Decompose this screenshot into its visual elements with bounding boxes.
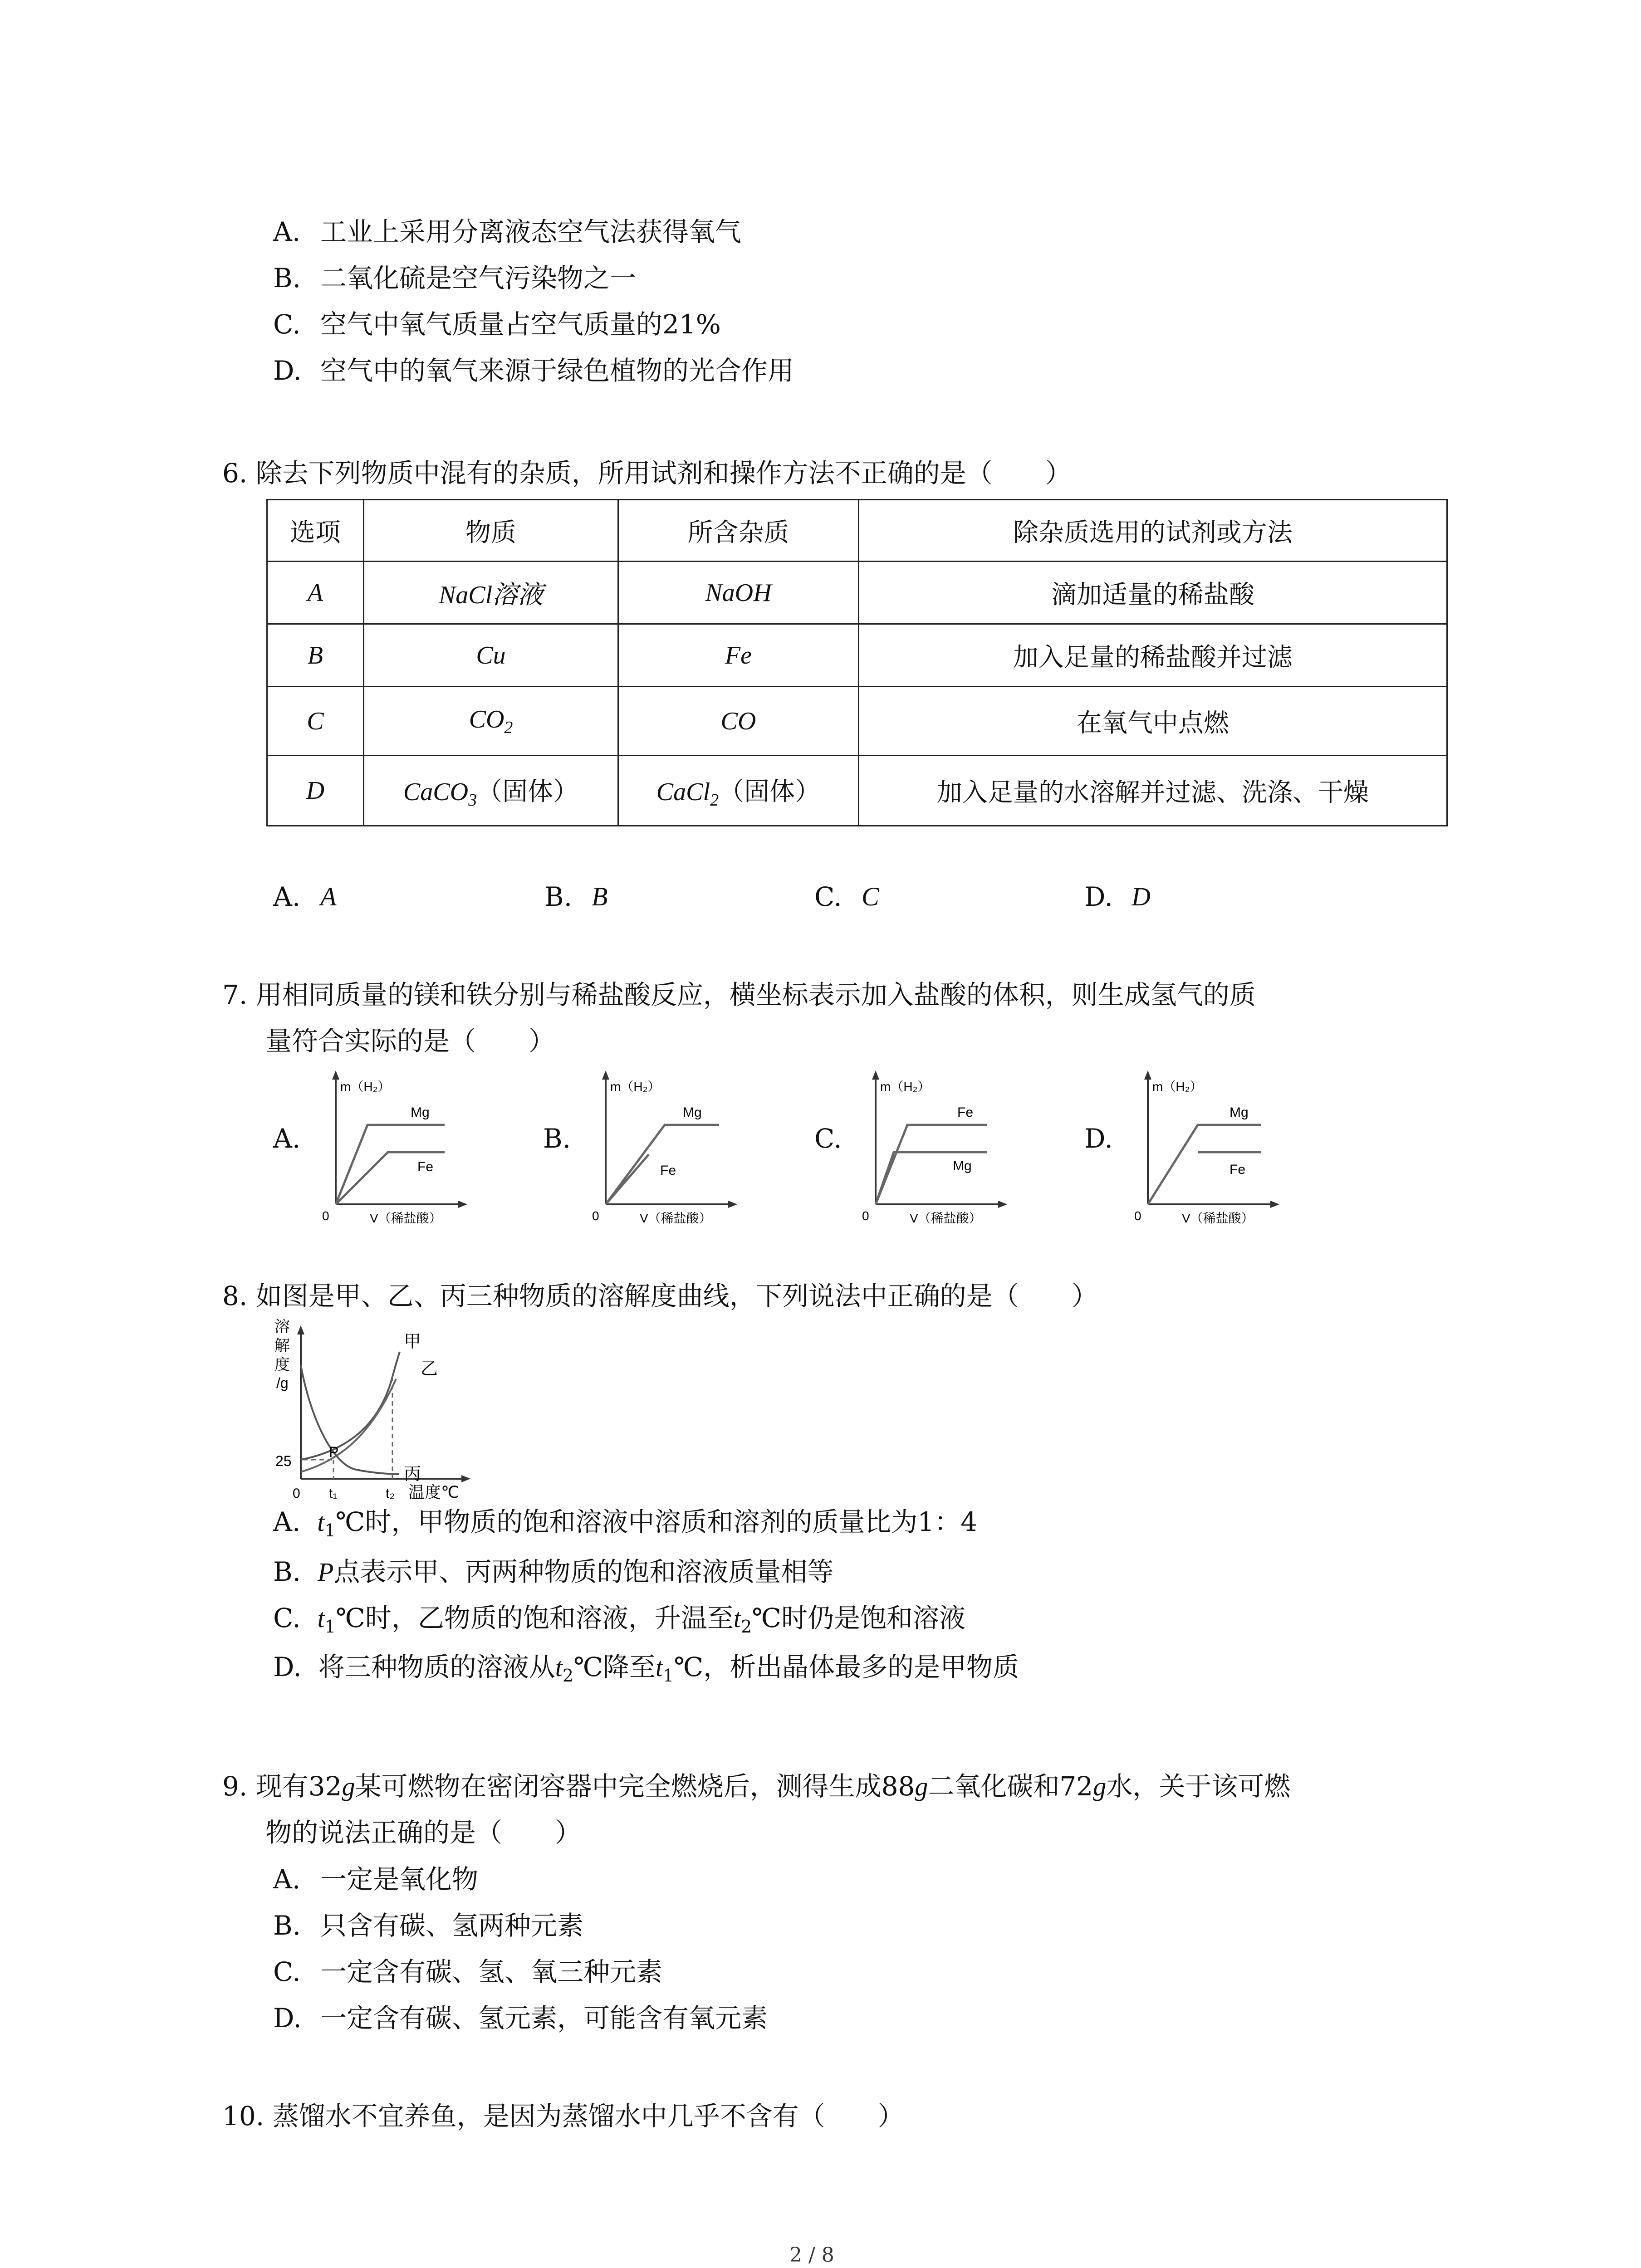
q8-option-d-t1: t <box>655 1652 663 1682</box>
q6-row-c-substance <box>363 687 618 756</box>
q9-stem-line1 <box>222 1770 1290 1803</box>
q6-table-row <box>267 756 1447 826</box>
q6-row-d-substance-main: CaCO <box>403 777 469 806</box>
q7-c-origin: 0 <box>862 1209 869 1223</box>
q5-option-b-letter: B. <box>273 263 301 293</box>
q7-b-fe-label: Fe <box>660 1163 676 1178</box>
q6-row-a-method: 滴加适量的稀盐酸 <box>858 562 1447 624</box>
q6-row-c-impurity: CO <box>618 687 858 756</box>
q7-b-ylabel: m（H₂） <box>610 1080 661 1094</box>
q6-row-d-impurity-tail: （固体） <box>719 777 821 807</box>
q7-a-ylabel: m（H₂） <box>340 1080 391 1094</box>
q6-answer-c-value: C <box>862 882 879 911</box>
q6-row-d-impurity-sub: 2 <box>710 790 719 810</box>
q9-option-c-letter: C. <box>273 1956 301 1987</box>
q8-t1: t₁ <box>329 1486 338 1501</box>
q8-option-c-letter: C. <box>273 1603 301 1633</box>
q8-y-tick: 25 <box>275 1453 292 1469</box>
q9-option-d-letter: D. <box>273 2003 302 2033</box>
q8-option-c-sub2: 2 <box>740 1617 752 1637</box>
q5-option-b-text: 二氧化硫是空气污染物之一 <box>320 263 637 293</box>
q7-option-d-letter: D. <box>1084 1123 1113 1154</box>
q6-row-c-method: 在氧气中点燃 <box>858 687 1447 756</box>
q6-row-c-substance-sub: 2 <box>504 718 513 737</box>
q9-unit-g-3: g <box>1093 1772 1107 1801</box>
q6-row-b-method: 加入足量的稀盐酸并过滤 <box>858 624 1447 687</box>
q7-d-ylabel: m（H₂） <box>1152 1080 1203 1094</box>
q7-option-c-letter: C. <box>814 1123 842 1154</box>
q6-row-d-impurity-main: CaCl <box>656 777 710 806</box>
q7-a-fe-label: Fe <box>417 1159 434 1174</box>
q9-stem-part-c: 二氧化碳和72 <box>928 1771 1093 1802</box>
q7-option-a-letter: A. <box>273 1123 301 1154</box>
q9-stem-part-b: 某可燃物在密闭容器中完全燃烧后，测得生成88 <box>355 1771 915 1802</box>
q8-ylabel-2: 解 <box>274 1337 290 1354</box>
q8-ylabel-1: 溶 <box>274 1318 290 1335</box>
q7-a-origin: 0 <box>322 1209 329 1223</box>
q6-row-b-substance: Cu <box>363 624 618 687</box>
q6-answer-b-letter: B. <box>544 881 573 912</box>
q6-row-d-substance-sub: 3 <box>468 790 477 810</box>
q8-option-c-sub1: 1 <box>324 1617 336 1637</box>
q7-d-fe-label: Fe <box>1230 1162 1246 1177</box>
q6-row-a-impurity: NaOH <box>618 562 858 624</box>
q9-unit-g-1: g <box>342 1772 355 1801</box>
q6-header-option: 选项 <box>267 500 364 562</box>
q8-option-b-p: P <box>317 1557 334 1587</box>
q8-option-d-letter: D. <box>273 1652 302 1682</box>
q5-option-a-letter: A. <box>273 216 301 247</box>
q8-option-d-pre: 将三种物质的溶液从 <box>318 1652 555 1682</box>
q8-option-d-mid: ℃降至 <box>573 1652 656 1682</box>
q8-option-a-text: ℃时，甲物质的饱和溶液中溶质和溶剂的质量比为1：4 <box>335 1506 978 1537</box>
q7-graph-a <box>313 1066 476 1225</box>
q6-header-impurity: 所含杂质 <box>618 500 858 562</box>
q6-table-row <box>267 562 1447 624</box>
q9-unit-g-2: g <box>915 1772 928 1801</box>
q7-d-xlabel: V（稀盐酸） <box>1182 1211 1254 1225</box>
q7-a-xlabel: V（稀盐酸） <box>370 1211 442 1225</box>
q9-stem-part-a: 9. 现有32 <box>222 1771 342 1802</box>
q8-option-d-t2: t <box>555 1652 563 1682</box>
q5-option-c-letter: C. <box>273 309 301 340</box>
q10-stem: 10. 蒸馏水不宜养鱼，是因为蒸馏水中几乎不含有（ ） <box>222 2101 904 2131</box>
q8-option-d <box>273 1651 1019 1691</box>
q8-option-c-mid: ℃时，乙物质的饱和溶液，升温至 <box>335 1603 734 1633</box>
q6-answer-a-value: A <box>320 882 337 911</box>
q6-row-d-option: D <box>267 756 364 826</box>
q9-option-d-text: 一定含有碳、氢元素，可能含有氧元素 <box>320 2003 768 2033</box>
q6-answer-c-letter: C. <box>814 881 842 912</box>
q6-row-c-substance-main: CO <box>469 705 505 733</box>
q8-option-b <box>273 1556 833 1588</box>
q8-stem: 8. 如图是甲、乙、丙三种物质的溶解度曲线，下列说法中正确的是（ ） <box>222 1281 1098 1311</box>
page-number: 2 / 8 <box>789 2244 834 2267</box>
q7-b-origin: 0 <box>592 1209 599 1223</box>
q8-option-d-sub1: 1 <box>663 1666 674 1686</box>
q7-d-origin: 0 <box>1134 1209 1141 1223</box>
q5-option-a-text: 工业上采用分离液态空气法获得氧气 <box>320 216 742 247</box>
q6-row-d-substance <box>363 756 618 826</box>
q5-option-d-text: 空气中的氧气来源于绿色植物的光合作用 <box>320 355 794 386</box>
q8-option-a-t: t <box>317 1507 325 1537</box>
q8-option-c-t2: t <box>733 1603 741 1633</box>
q6-row-a-option: A <box>267 562 364 624</box>
q8-ylabel-3: 度 <box>274 1356 290 1374</box>
q8-option-d-sub2: 2 <box>562 1666 574 1686</box>
q8-origin: 0 <box>293 1486 300 1501</box>
q9-stem-part-d: 水，关于该可燃 <box>1106 1771 1291 1802</box>
q6-table-row <box>267 687 1447 756</box>
q8-option-d-text: ℃，析出晶体最多的是甲物质 <box>674 1652 1019 1682</box>
q7-c-mg-label: Mg <box>953 1158 972 1173</box>
q8-point-p: P <box>329 1444 339 1460</box>
q5-option-d-letter: D. <box>273 355 302 386</box>
q8-t2: t₂ <box>386 1486 395 1501</box>
q8-solubility-graph <box>247 1315 483 1506</box>
q8-jia-label: 甲 <box>404 1332 421 1351</box>
q8-option-c <box>273 1602 965 1642</box>
q8-option-b-text: 点表示甲、丙两种物质的饱和溶液质量相等 <box>333 1556 834 1587</box>
q6-row-d-method: 加入足量的水溶解并过滤、洗涤、干燥 <box>858 756 1447 826</box>
q6-row-a-substance: NaCl溶液 <box>363 562 618 624</box>
q6-row-c-option: C <box>267 687 364 756</box>
q6-answer-d-value: D <box>1132 882 1151 911</box>
q6-header-substance: 物质 <box>363 500 618 562</box>
q8-option-a-letter: A. <box>273 1506 301 1537</box>
q8-option-a <box>273 1506 977 1546</box>
q6-answer-d-letter: D. <box>1084 881 1113 912</box>
q9-option-c-text: 一定含有碳、氢、氧三种元素 <box>320 1956 663 1987</box>
q6-row-d-impurity <box>618 756 858 826</box>
q6-row-b-impurity: Fe <box>618 624 858 687</box>
q8-option-a-sub: 1 <box>324 1520 336 1540</box>
q7-b-xlabel: V（稀盐酸） <box>640 1211 712 1225</box>
q7-c-xlabel: V（稀盐酸） <box>910 1211 982 1225</box>
q6-answer-b-value: B <box>592 882 608 911</box>
q7-a-mg-label: Mg <box>411 1105 430 1120</box>
q7-option-b-letter: B. <box>543 1123 571 1154</box>
q8-option-c-text: ℃时仍是饱和溶液 <box>752 1603 966 1633</box>
q5-option-c-text: 空气中氧气质量占空气质量的21% <box>320 309 721 340</box>
q8-yi-label: 乙 <box>421 1359 438 1378</box>
q7-graph-c <box>853 1066 1016 1225</box>
q6-row-b-option: B <box>267 624 364 687</box>
q7-d-mg-label: Mg <box>1230 1105 1249 1120</box>
q9-option-b-letter: B. <box>273 1910 301 1941</box>
q8-ylabel-4: /g <box>276 1375 289 1391</box>
q6-table <box>266 499 1448 826</box>
q7-stem-line2: 量符合实际的是（ ） <box>265 1026 555 1056</box>
q8-option-c-t1: t <box>317 1603 325 1633</box>
q6-stem: 6. 除去下列物质中混有的杂质，所用试剂和操作方法不正确的是（ ） <box>222 458 1072 489</box>
q8-xlabel: 温度℃ <box>408 1483 460 1501</box>
q7-graph-b <box>583 1066 746 1225</box>
q7-b-mg-label: Mg <box>683 1105 702 1120</box>
q9-option-b-text: 只含有碳、氢两种元素 <box>320 1910 584 1941</box>
q9-option-a-text: 一定是氧化物 <box>320 1864 479 1895</box>
q7-c-fe-label: Fe <box>957 1105 974 1120</box>
q8-bing-label: 丙 <box>404 1465 421 1484</box>
q7-graph-d <box>1125 1066 1288 1225</box>
q9-option-a-letter: A. <box>273 1864 301 1895</box>
q6-header-method: 除杂质选用的试剂或方法 <box>858 500 1447 562</box>
q6-row-d-substance-tail: （固体） <box>477 777 579 807</box>
q8-option-b-letter: B. <box>273 1556 301 1587</box>
q6-answer-a-letter: A. <box>273 881 301 912</box>
q7-c-ylabel: m（H₂） <box>880 1080 931 1094</box>
q7-stem-line1: 7. 用相同质量的镁和铁分别与稀盐酸反应，横坐标表示加入盐酸的体积，则生成氢气的质 <box>222 979 1256 1010</box>
q6-table-header-row <box>267 500 1447 562</box>
q9-stem-line2: 物的说法正确的是（ ） <box>265 1817 582 1848</box>
q6-table-row <box>267 624 1447 687</box>
